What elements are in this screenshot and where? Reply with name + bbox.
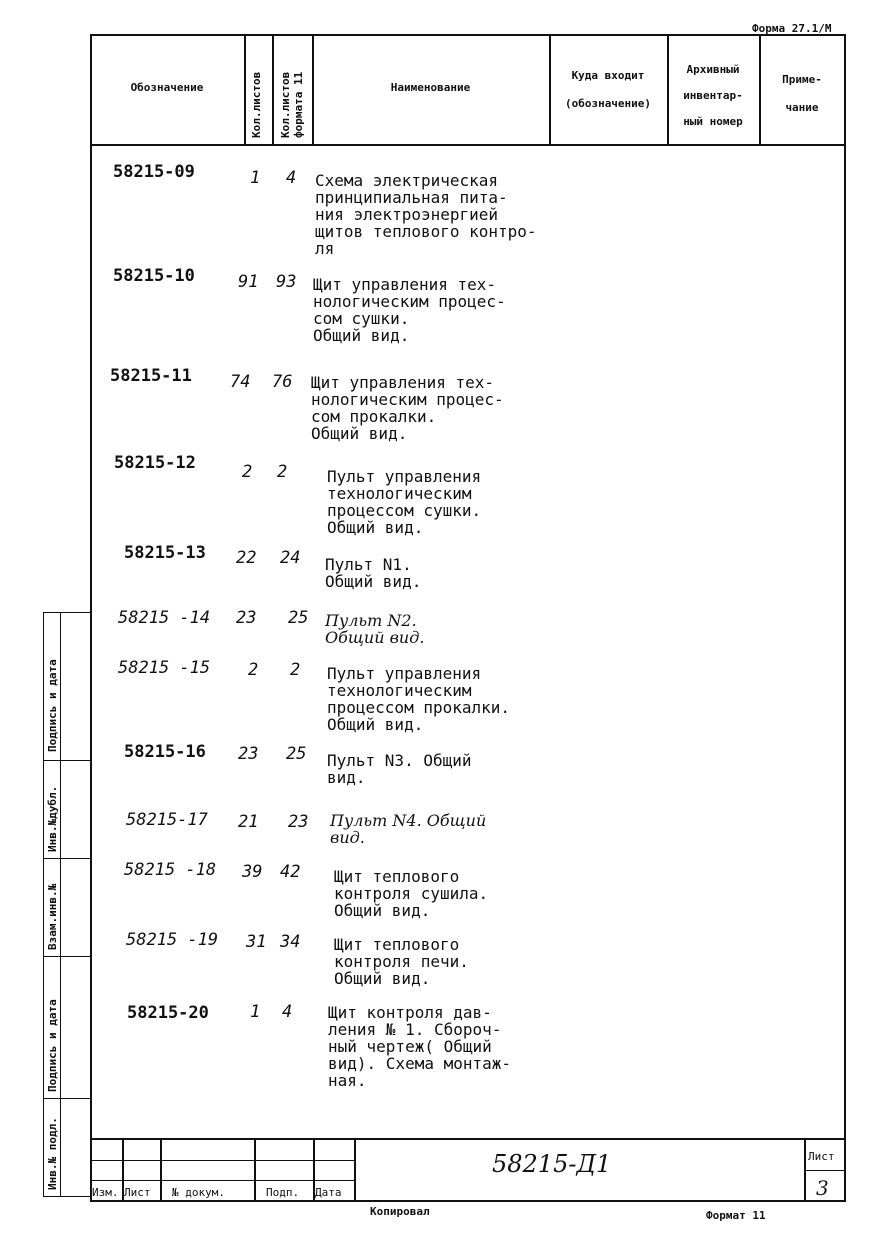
header-archive-1: Архивный (686, 63, 740, 76)
row-name: Пульт N2. Общий вид. (325, 611, 425, 647)
row-sheet-count: 2 (242, 462, 253, 482)
row-code: 58215-13 (124, 543, 206, 563)
row-sheet-count: 91 (238, 272, 259, 292)
row-code: 58215 -15 (118, 658, 211, 678)
row-name: Пульт N1. Общий вид. (325, 555, 422, 591)
row-sheet-count: 74 (230, 372, 251, 392)
header-where-used-1: Куда входит (571, 69, 645, 82)
row-sheet-count: 21 (238, 812, 259, 832)
row-code: 58215-12 (114, 453, 196, 473)
stamp-doc-no: № докум. (172, 1186, 225, 1199)
header-note-2: чание (785, 101, 819, 114)
row-sheet-count-format: 25 (288, 608, 309, 628)
header-archive-2: инвентар- (683, 89, 743, 102)
row-code: 58215-20 (127, 1003, 209, 1023)
row-code: 58215-16 (124, 742, 206, 762)
stamp-izm: Изм. (92, 1186, 119, 1199)
row-sheet-count: 39 (242, 862, 263, 882)
row-name: Пульт N4. Общий вид. (330, 811, 487, 847)
row-sheet-count: 2 (248, 660, 259, 680)
footer-copied: Копировал (370, 1205, 430, 1218)
row-sheet-count-format: 34 (280, 932, 301, 952)
stamp-date: Дата (315, 1186, 342, 1199)
header-sheet-count: Кол.листов (250, 71, 263, 138)
row-sheet-count-format: 25 (286, 744, 307, 764)
side-inv-no: Инв.№ подл. (46, 1117, 59, 1190)
row-sheet-count: 23 (238, 744, 259, 764)
row-code: 58215 -14 (118, 608, 211, 628)
row-name: Пульт N3. Общий вид. (327, 751, 472, 787)
row-sheet-count: 22 (236, 548, 257, 568)
stamp-designation: 58215-Д1 (492, 1150, 612, 1178)
header-archive-3: ный номер (683, 115, 743, 128)
row-sheet-count-format: 2 (290, 660, 301, 680)
row-name: Схема электрическая принципиальная пита- ния электроэнергией щитов теплового контро- ля (315, 171, 537, 258)
row-sheet-count-format: 24 (280, 548, 301, 568)
row-code: 58215 -18 (124, 860, 217, 880)
row-sheet-count: 23 (236, 608, 257, 628)
row-sheet-count-format: 42 (280, 862, 301, 882)
side-sign-date-1: Подпись и дата (46, 659, 59, 752)
row-name: Щит теплового контроля печи. Общий вид. (334, 935, 469, 988)
row-sheet-count-format: 4 (286, 168, 297, 188)
row-sheet-count-format: 23 (288, 812, 309, 832)
header-sheet-count-format: Кол.листов формата 11 (279, 71, 305, 138)
side-dubl: Инв.№дубл. (46, 785, 59, 852)
side-sign-date-2: Подпись и дата (46, 999, 59, 1092)
stamp-sheet-label: Лист (808, 1150, 835, 1163)
stamp-sign: Подп. (266, 1186, 300, 1199)
row-sheet-count-format: 2 (277, 462, 288, 482)
row-sheet-count-format: 4 (282, 1002, 293, 1022)
stamp-sheet-no: 3 (816, 1176, 829, 1200)
row-name: Щит теплового контроля сушила. Общий вид. (334, 867, 489, 920)
row-code: 58215-17 (126, 810, 208, 830)
row-code: 58215-09 (113, 162, 195, 182)
header-designation: Обозначение (130, 81, 204, 94)
footer-format: Формат 11 (706, 1209, 766, 1222)
row-name: Щит управления тех- нологическим процес- сом сушки. Общий вид. (313, 275, 506, 345)
row-sheet-count-format: 93 (276, 272, 297, 292)
row-sheet-count: 1 (250, 168, 261, 188)
side-vzam: Взам.инв.№ (46, 883, 59, 950)
row-code: 58215-10 (113, 266, 195, 286)
row-sheet-count-format: 76 (272, 372, 293, 392)
row-name: Щит контроля дав- ления № 1. Сбороч- ный чертеж( Общий вид). Схема монтаж- ная. (328, 1003, 512, 1090)
row-name: Пульт управления технологическим процессом прокалки. Общий вид. (327, 664, 511, 734)
row-sheet-count: 31 (246, 932, 267, 952)
row-sheet-count: 1 (250, 1002, 261, 1022)
stamp-list: Лист (124, 1186, 151, 1199)
row-code: 58215-11 (110, 366, 192, 386)
header-where-used-2: (обозначение) (564, 97, 652, 110)
row-name: Щит управления тех- нологическим процес- сом прокалки. Общий вид. (311, 373, 504, 443)
form-label: Форма 27.1/М (752, 22, 832, 35)
row-name: Пульт управления технологическим процессом сушки. Общий вид. (327, 467, 482, 537)
header-divider (90, 144, 846, 146)
header-note-1: Приме- (782, 73, 822, 86)
row-code: 58215 -19 (126, 930, 219, 950)
header-name: Наименование (390, 81, 471, 94)
